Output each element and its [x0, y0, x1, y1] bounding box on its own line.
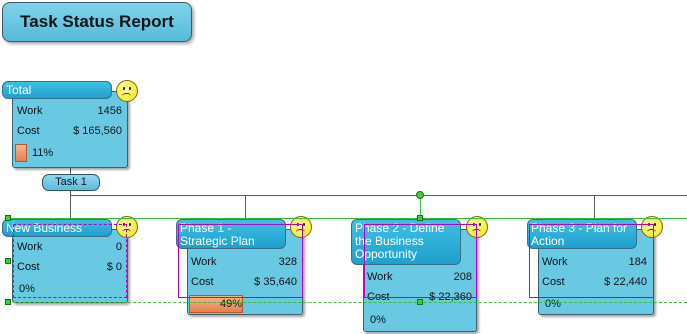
- cost-label: Cost: [542, 276, 565, 288]
- work-value: 1456: [97, 105, 122, 117]
- work-label: Work: [17, 241, 43, 253]
- card-total-work-row: [17, 104, 122, 118]
- connection-handle-top[interactable]: [417, 215, 423, 221]
- card-phase-3-header[interactable]: Phase 3 - Plan for Action: [527, 219, 637, 249]
- selection-outline-new-business: [13, 224, 127, 298]
- work-value: 0: [115, 241, 122, 253]
- cost-label: Cost: [191, 276, 214, 288]
- progress-bar-total: [15, 144, 123, 162]
- work-label: Work: [17, 105, 43, 117]
- cost-value: $ 165,560: [73, 125, 122, 137]
- work-value: 328: [278, 256, 297, 268]
- progress-label: 11%: [32, 147, 54, 159]
- progress-label: 0%: [545, 298, 561, 310]
- selection-outline-phase-2: [364, 224, 477, 298]
- card-total-header[interactable]: Total: [2, 81, 112, 99]
- connection-handle-bottom[interactable]: [417, 299, 423, 305]
- work-label: Work: [542, 256, 568, 268]
- work-label: Work: [367, 271, 393, 283]
- work-value: 208: [453, 271, 472, 283]
- connector-phase-1: [245, 195, 246, 219]
- cost-value: $ 22,440: [604, 276, 647, 288]
- progress-label: 49%: [220, 298, 243, 310]
- sad-face-icon: [116, 80, 138, 102]
- connector-new-business: [70, 195, 71, 219]
- work-value: 184: [628, 256, 647, 268]
- resize-handle-top-left[interactable]: [5, 215, 11, 221]
- progress-bar-phase-2: [365, 311, 473, 329]
- cost-label: Cost: [17, 125, 40, 137]
- card-new-business-header[interactable]: New Business: [2, 219, 112, 237]
- progress-label: 0%: [370, 314, 386, 326]
- cost-value: $ 0: [106, 261, 122, 273]
- cost-label: Cost: [17, 261, 40, 273]
- work-label: Work: [191, 256, 217, 268]
- resize-handle-bottom-left[interactable]: [5, 299, 11, 305]
- card-total-cost-row: [17, 124, 122, 138]
- cost-value: $ 35,640: [254, 276, 297, 288]
- resize-handle-middle-left[interactable]: [5, 258, 11, 264]
- card-phase-1-header[interactable]: Phase 1 - Strategic Plan: [176, 219, 286, 249]
- selection-outline-phase-1: [178, 224, 303, 298]
- guide-line-top: [8, 218, 687, 219]
- progress-label: 0%: [19, 283, 35, 295]
- guide-line-bottom: [8, 302, 687, 303]
- task-group-pill[interactable]: Task 1: [42, 174, 100, 191]
- progress-fill: [15, 144, 27, 162]
- report-title[interactable]: Task Status Report: [2, 2, 192, 42]
- card-phase-2-header[interactable]: Phase 2 - Define the Business Opportunity: [351, 219, 461, 265]
- rotation-handle[interactable]: [416, 191, 424, 199]
- selection-outline-phase-3: [529, 224, 654, 298]
- cost-value: $ 22,360: [429, 291, 472, 303]
- connector-phase-3: [594, 195, 595, 219]
- cost-label: Cost: [367, 291, 390, 303]
